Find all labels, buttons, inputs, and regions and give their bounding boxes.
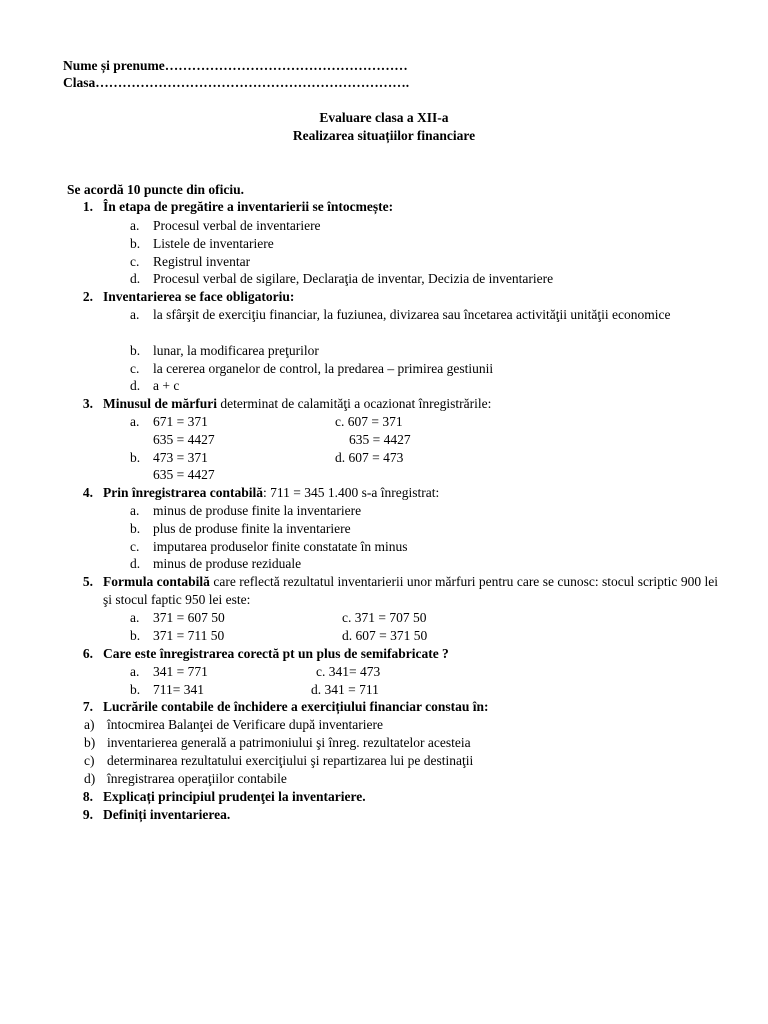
option-d-text: d. 607 = 371 50 (342, 628, 428, 643)
option-letter: a. (130, 503, 140, 518)
option-letter: d. (130, 378, 141, 393)
question-number: 2. (82, 289, 93, 304)
option-letter: d. (130, 271, 141, 286)
option-letter: b. (130, 343, 141, 358)
question-bold-text: Prin înregistrarea contabilă (103, 485, 263, 500)
question-text: Care este înregistrarea corectă pt un plus de semifabricate ? (103, 646, 449, 661)
question-number: 4. (82, 485, 93, 500)
question-text: Lucrările contabile de închidere a exercițiului financiar constau în: (103, 699, 489, 714)
question-text (103, 395, 491, 413)
option-text: lunar, la modificarea preţurilor (153, 343, 319, 358)
option-letter: b. (130, 628, 141, 643)
question-number: 7. (82, 699, 93, 714)
option-text: înregistrarea operaţiilor contabile (107, 771, 287, 786)
option-letter: a. (130, 414, 140, 429)
option-text: întocmirea Balanţei de Verificare după inventariere (107, 717, 383, 732)
option-b-line-2: 635 = 4427 (153, 467, 215, 482)
name-line: Nume și prenume……………………………………………… (63, 58, 408, 73)
question-text (103, 573, 718, 609)
option-text: Procesul verbal de inventariere (153, 218, 321, 233)
option-letter: b. (130, 682, 141, 697)
question-rest-text: : 711 = 345 1.400 s-a înregistrat: (262, 485, 440, 500)
question-number: 8. (82, 789, 93, 804)
question-text: Definiți inventarierea. (103, 807, 231, 822)
question-text: Explicați principiul prudenţei la inventariere. (103, 789, 366, 804)
question-number: 3. (82, 396, 93, 411)
page-subtitle: Realizarea situațiilor financiare (292, 128, 476, 143)
question-rest-text: care reflectă rezultatul inventarierii unor mărfuri pentru care se cunosc: stocul scriptic 900 lei şi stocul faptic 950 lei este: (103, 574, 718, 607)
option-letter: a. (130, 664, 140, 679)
class-line: Clasa……………………………………………………………. (63, 75, 410, 90)
question-number: 5. (82, 574, 93, 589)
option-b-text: 371 = 711 50 (153, 628, 225, 643)
question-number: 1. (82, 199, 93, 214)
option-text: Listele de inventariere (153, 236, 274, 251)
option-letter: d. (130, 556, 141, 571)
option-a-line-2: 635 = 4427 (153, 432, 215, 447)
question-text: Inventarierea se face obligatoriu: (103, 289, 295, 304)
question-bold-text: Formula contabilă (103, 574, 210, 589)
option-letter: c. (130, 361, 140, 376)
question-number: 6. (82, 646, 93, 661)
option-letter: c. (130, 539, 140, 554)
option-text: inventarierea generală a patrimoniului şi înreg. rezultatelor acesteia (107, 735, 471, 750)
question-bold-text: Minusul de mărfuri (103, 396, 218, 411)
question-text: În etapa de pregătire a inventarierii se întocmește: (103, 199, 394, 214)
option-c-line-1: c. 607 = 371 (335, 414, 403, 429)
option-c-text: c. 341= 473 (316, 664, 381, 679)
option-letter: a. (130, 307, 140, 322)
option-b-text: 711= 341 (153, 682, 204, 697)
option-a-text: 371 = 607 50 (153, 610, 225, 625)
option-a-text: 341 = 771 (153, 664, 208, 679)
option-text: determinarea rezultatului exerciţiului şi repartizarea lui pe destinaţii (107, 753, 474, 768)
option-letter: b. (130, 521, 141, 536)
intro-text: Se acordă 10 puncte din oficiu. (67, 182, 245, 197)
option-c-line-2: 635 = 4427 (349, 432, 411, 447)
option-text: Registrul inventar (153, 254, 251, 269)
option-letter: c. (130, 254, 140, 269)
option-letter: a. (130, 610, 140, 625)
option-letter: b. (130, 236, 141, 251)
question-rest-text: determinat de calamităţi a ocazionat înregistrările: (217, 396, 492, 411)
option-c-text: c. 371 = 707 50 (342, 610, 427, 625)
option-d-line-1: d. 607 = 473 (335, 450, 404, 465)
option-b-line-1: 473 = 371 (153, 450, 208, 465)
option-letter: d) (84, 771, 96, 786)
question-number: 9. (82, 807, 93, 822)
option-letter: b. (130, 450, 141, 465)
option-a-line-1: 671 = 371 (153, 414, 208, 429)
question-text (103, 484, 439, 502)
option-text: la cererea organelor de control, la predarea – primirea gestiunii (153, 361, 494, 376)
option-text: a + c (153, 378, 180, 393)
option-text: Procesul verbal de sigilare, Declaraţia de inventar, Decizia de inventariere (153, 271, 554, 286)
option-text: la sfârşit de exerciţiu financiar, la fuziunea, divizarea sau încetarea activităţii unităţii economice (153, 307, 671, 322)
option-text: minus de produse reziduale (153, 556, 302, 571)
option-letter: a) (84, 717, 95, 732)
option-text: minus de produse finite la inventariere (153, 503, 362, 518)
option-letter: c) (84, 753, 95, 768)
option-letter: a. (130, 218, 140, 233)
option-letter: b) (84, 735, 96, 750)
option-d-text: d. 341 = 711 (311, 682, 379, 697)
option-text: imputarea produselor finite constatate în minus (153, 539, 408, 554)
option-text: plus de produse finite la inventariere (153, 521, 351, 536)
page-title: Evaluare clasa a XII-a (319, 110, 449, 125)
